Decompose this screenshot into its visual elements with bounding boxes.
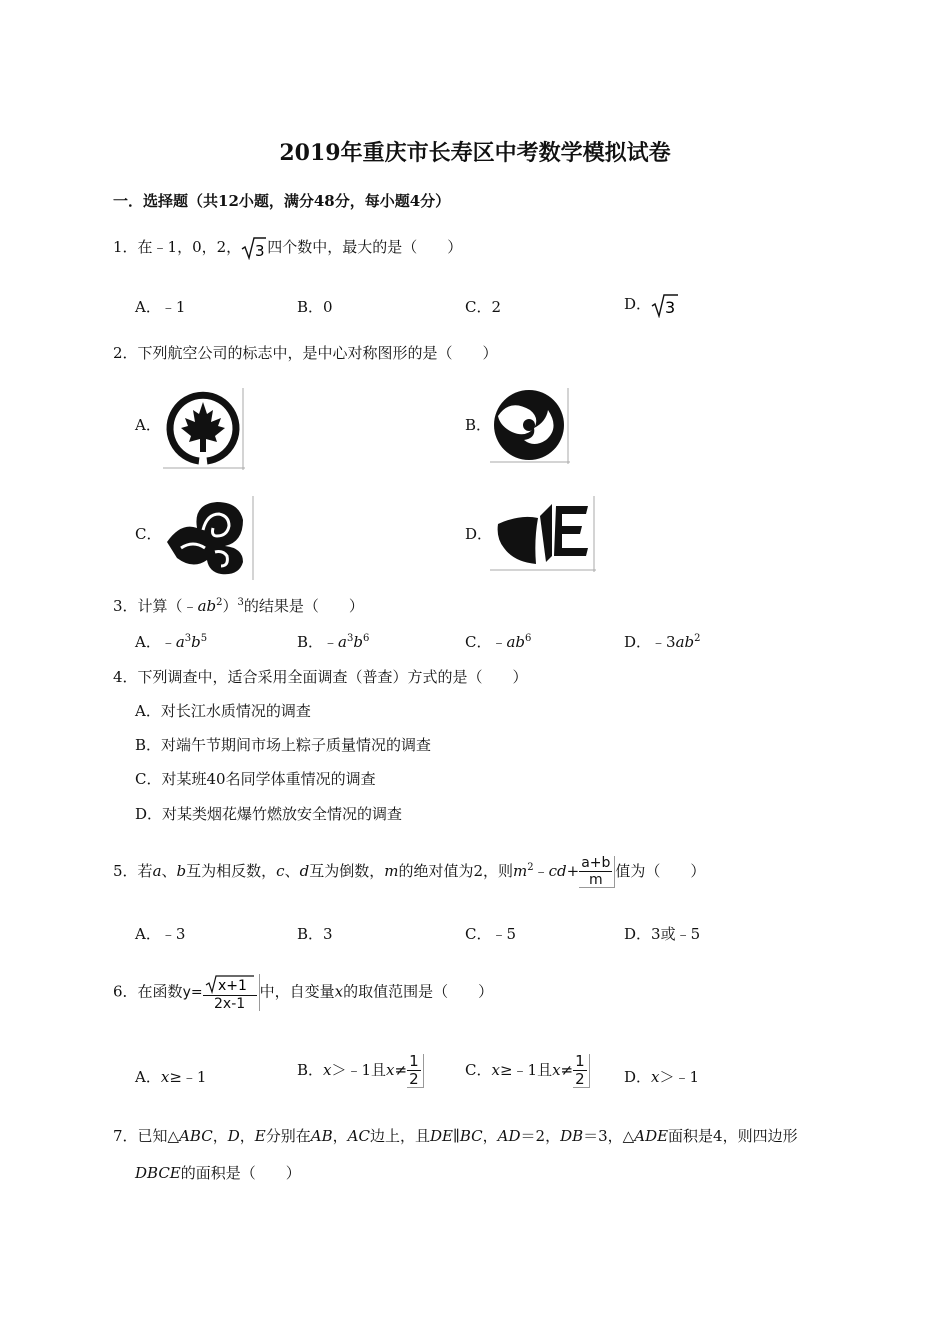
- q4-option-a[interactable]: A．对长江水质情况的调查: [135, 702, 311, 720]
- q6-option-d[interactable]: D．x＞﹣1: [624, 1068, 700, 1086]
- svg-text:3: 3: [665, 298, 676, 317]
- question-4: 4．下列调查中，适合采用全面调查（普查）方式的是（ ）: [113, 668, 528, 686]
- q5-option-a[interactable]: A．﹣3: [135, 925, 186, 943]
- question-6: 6．在函数y= $\frac{x+1}{2x-1}$ 中，自变量x的取值范围是（ ）: [113, 974, 493, 1011]
- q6-function-formula: y= $\frac{x+1}{2x-1}$: [183, 974, 260, 1011]
- q3-option-a[interactable]: A．$﹣a^3b^5$: [135, 633, 208, 651]
- q5-option-b[interactable]: B．3: [297, 925, 333, 943]
- q6-option-b[interactable]: B．x＞﹣1且x≠ $\frac{1}{2}$: [297, 1054, 424, 1088]
- q2-option-d[interactable]: D．: [465, 525, 493, 543]
- svg-text:x+1: x+1: [217, 978, 247, 994]
- q6-option-c[interactable]: C．x≥﹣1且x≠ $\frac{1}{2}$: [465, 1054, 590, 1088]
- q3-option-d[interactable]: D．$﹣3ab^2$: [624, 633, 701, 651]
- question-7: 7．已知△ABC，D，E分别在AB，AC边上，且DE∥BC，AD＝2，DB＝3，△ADE面积是4，则四边形: [113, 1127, 798, 1145]
- q1-option-a[interactable]: A．﹣1: [135, 298, 186, 316]
- sqrt3-radical: [651, 292, 679, 318]
- q5-option-c[interactable]: C．﹣5: [465, 925, 517, 943]
- q1-option-d[interactable]: D． 3: [624, 292, 679, 318]
- q5-option-d[interactable]: D．3或﹣5: [624, 925, 701, 943]
- question-1: 1．在﹣1，0，2， 3 四个数中，最大的是（ ）: [113, 238, 463, 260]
- q3-option-c[interactable]: C．$﹣ab^6$: [465, 633, 532, 651]
- svg-text:3: 3: [255, 242, 265, 260]
- q2-option-c[interactable]: C．: [135, 525, 162, 543]
- sqrt3-radical: [241, 236, 267, 260]
- q4-option-c[interactable]: C．对某班40名同学体重情况的调查: [135, 770, 376, 788]
- question-7-cont: DBCE的面积是（ ）: [135, 1164, 301, 1182]
- question-2: 2．下列航空公司的标志中，是中心对称图形的是（ ）: [113, 344, 498, 362]
- q2-option-a[interactable]: A．: [135, 416, 161, 434]
- q4-option-b[interactable]: B．对端午节期间市场上粽子质量情况的调查: [135, 736, 432, 754]
- q6-option-a[interactable]: A．x≥﹣1: [135, 1068, 207, 1086]
- q3-option-b[interactable]: B．$﹣a^3b^6$: [297, 633, 370, 651]
- q5-fraction: $\frac{a+b}{m}$: [579, 856, 615, 888]
- page-title: 2019年重庆市长寿区中考数学模拟试卷: [279, 140, 671, 166]
- question-5: 5．若a、b互为相反数，c、d互为倒数，m的绝对值为2，则$m^2﹣cd+$ $\frac{a+b}{m}$ 值为（ ）: [113, 855, 706, 888]
- q1-option-b[interactable]: B．0: [297, 298, 333, 316]
- swirl-logo[interactable]: [490, 388, 570, 464]
- wing-letters-logo[interactable]: [490, 496, 596, 572]
- question-3: 3．计算$(﹣ab^2)^3$的结果是（ ）: [113, 597, 364, 615]
- maple-leaf-logo[interactable]: [163, 388, 245, 470]
- section-heading: 一．选择题（共12小题，满分48分，每小题4分）: [113, 192, 451, 210]
- q2-option-b[interactable]: B．: [465, 416, 492, 434]
- cloud-logo[interactable]: [163, 496, 257, 580]
- q4-option-d[interactable]: D．对某类烟花爆竹燃放安全情况的调查: [135, 805, 403, 823]
- q1-option-c[interactable]: C．2: [465, 298, 502, 316]
